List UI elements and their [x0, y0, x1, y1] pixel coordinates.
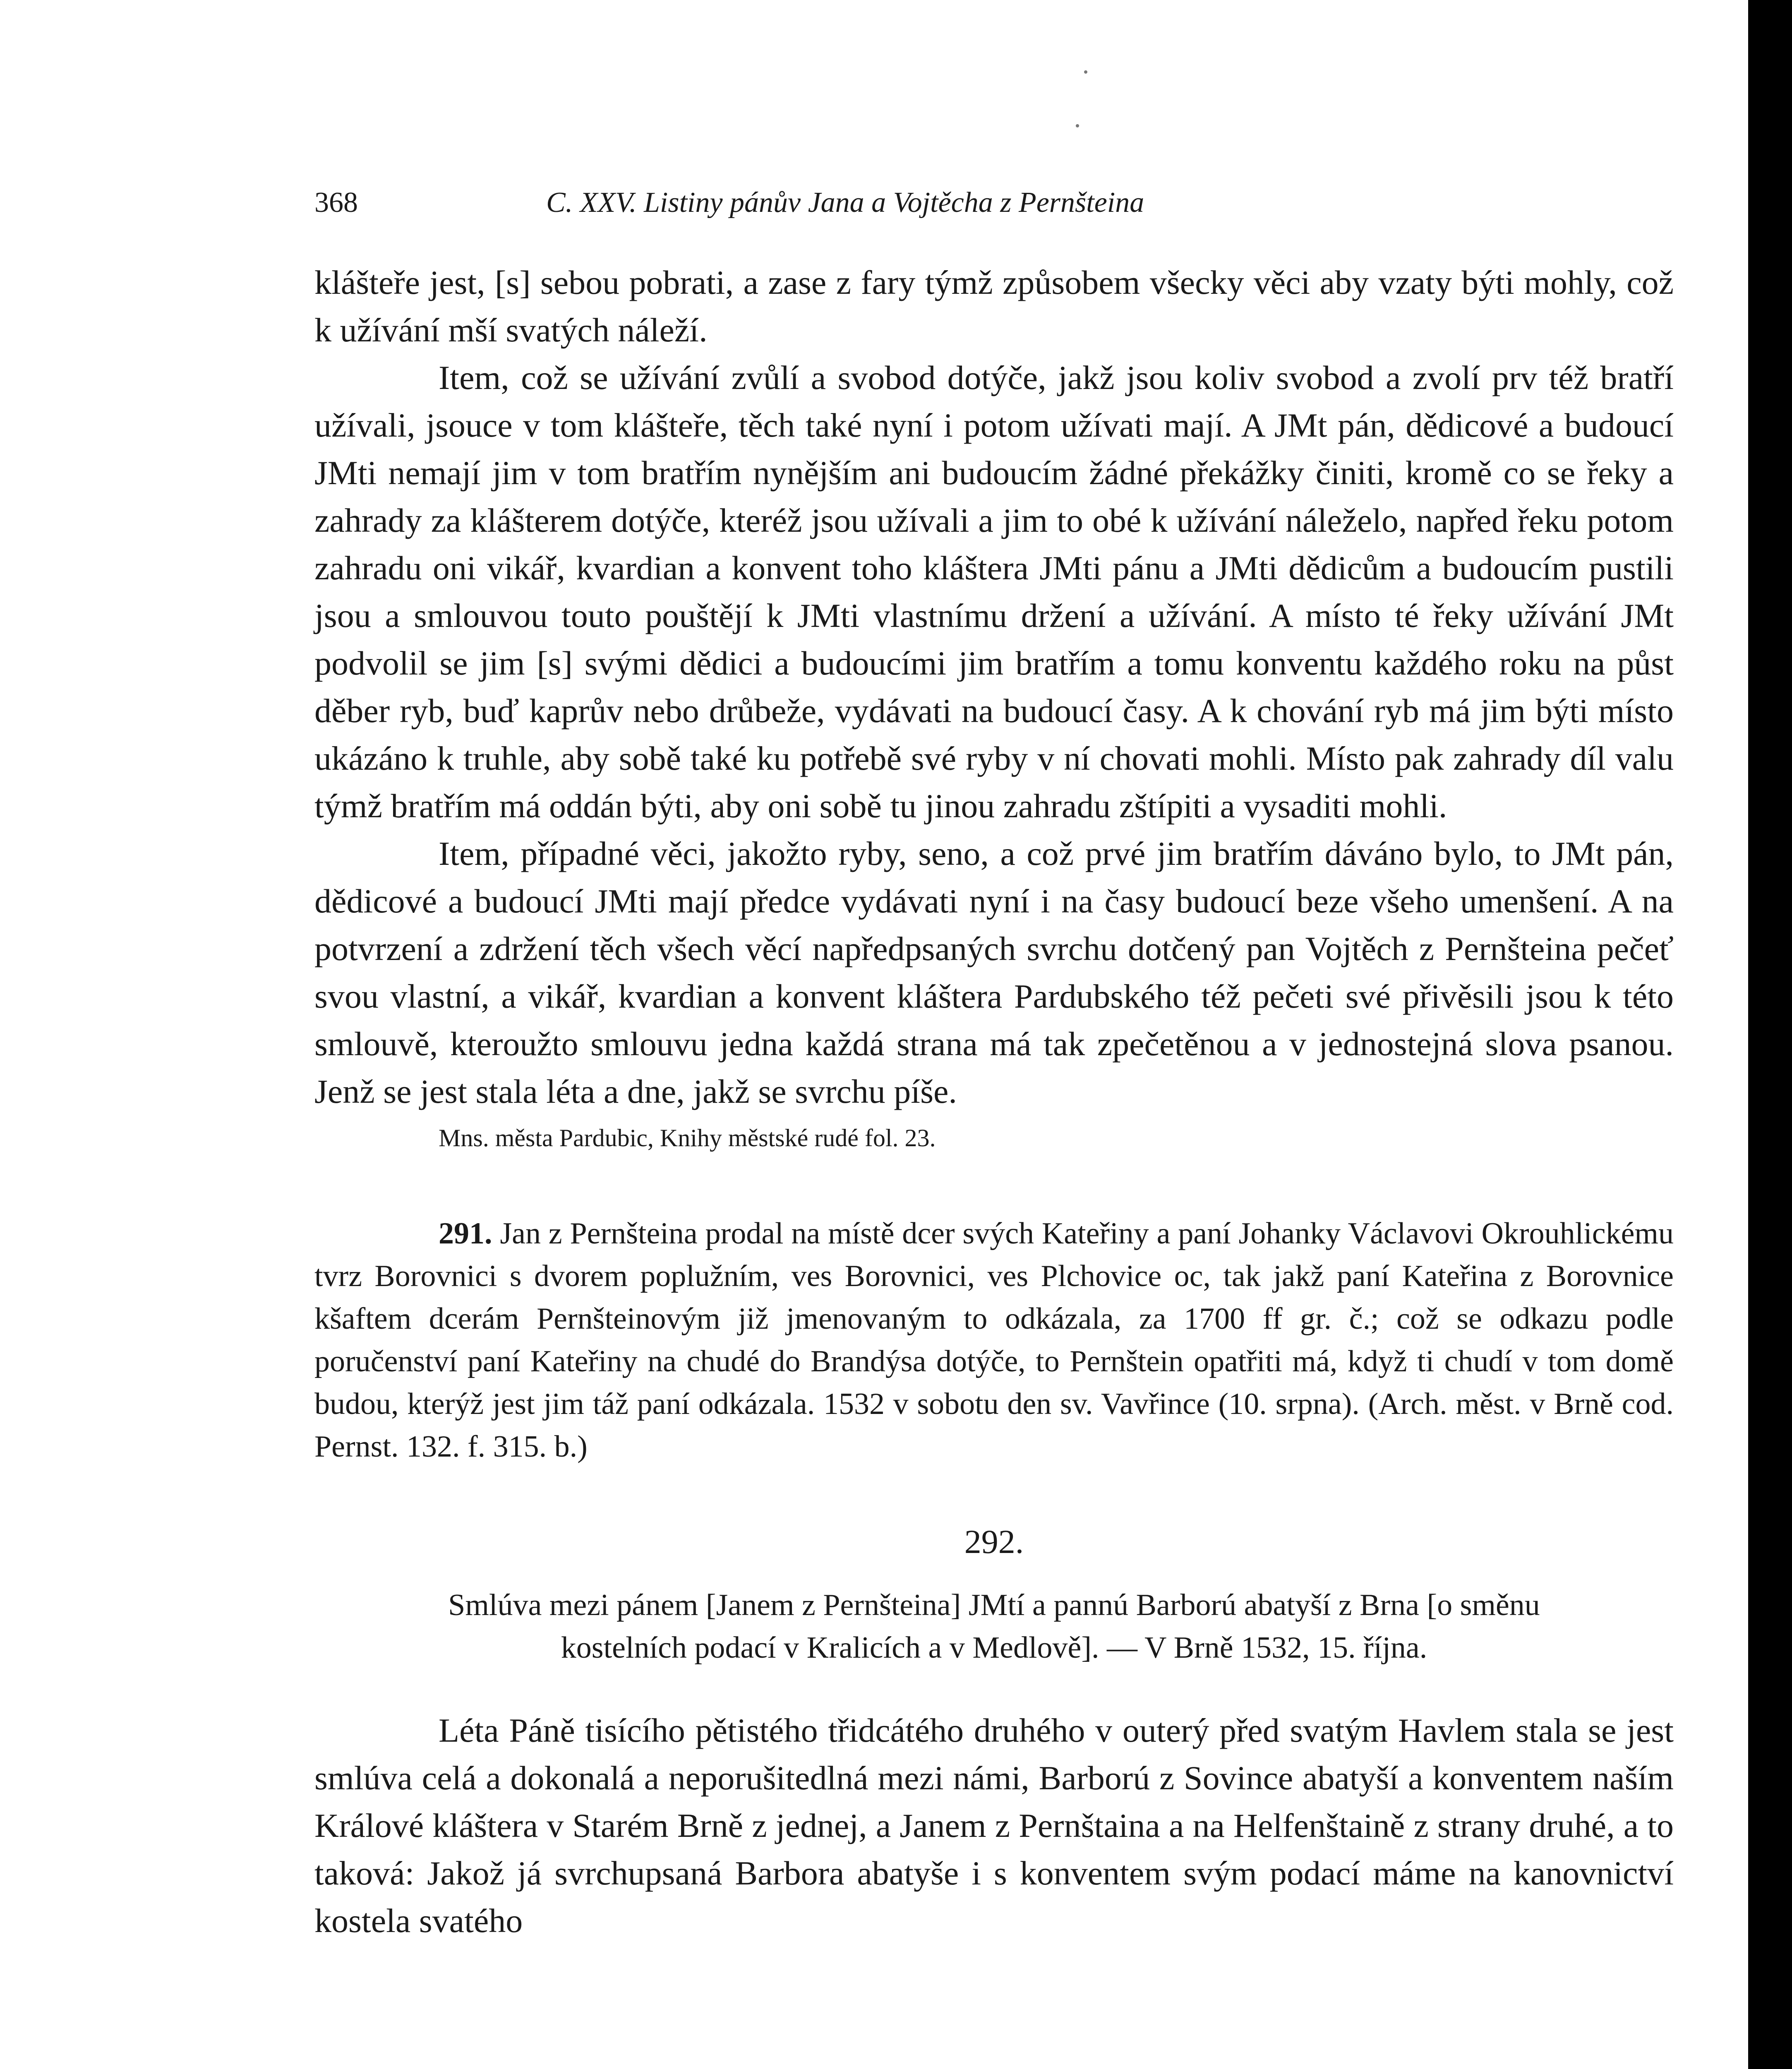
- document-body: [314, 259, 1674, 1944]
- paragraph-item-provisions: Item, případné věci, jakožto ryby, seno, a což prvé jim bratřím dáváno bylo, to JMt pán, dědicové a budoucí JMti mají předce vydávati nyní i na časy budoucí beze všeho umenšení. A na potvrzení a zdržení těch všech věcí napředpsaných svrchu dotčený pan Vojtěch z Pernšteina pečeť svou vlastní, a vikář, kvardian a konvent kláštera Pardubského též pečeti své přivěsili jsou k této smlouvě, kteroužto smlouvu jedna každá strana má tak zpečetěnou a v jednostejná slova psanou. Jenž se jest stala léta a dne, jakž se svrchu píše.: [314, 835, 1674, 1110]
- document-number: 292.: [964, 1523, 1024, 1560]
- paragraph-continuation: klášteře jest, [s] sebou pobrati, a zase z fary týmž způsobem všecky věci aby vzaty býti mohly, což k užívání mší svatých náleží.: [314, 264, 1674, 349]
- running-title: C. XXV. Listiny pánův Jana a Vojtěcha z Pernšteina: [546, 187, 1144, 218]
- scan-speck: [1084, 70, 1087, 74]
- source-note: Mns. města Pardubic, Knihy městské rudé fol. 23.: [439, 1124, 936, 1152]
- entry-291: [314, 1212, 1674, 1468]
- paragraph-item-freedoms: Item, což se užívání zvůlí a svobod dotýče, jakž jsou koliv svobod a zvolí prv též bratří užívali, jsouce v tom klášteře, těch také nyní i potom užívati mají. A JMt pán, dědicové a budoucí JMti nemají jim v tom bratřím nynějším ani budoucím žádné překážky činiti, kromě co se řeky a zahrady za klášterem dotýče, kteréž jsou užívali a jim to obé k užívání náleželo, napřed řeku potom zahradu oni vikář, kvardian a konvent toho kláštera JMti pánu a JMti dědicům a budoucím pustili jsou a smlouvou touto pouštějí k JMti vlastnímu držení a užívání. A místo té řeky užívání JMt podvolil se jim [s] svými dědici a budoucími jim bratřím a tomu konventu každého roku na půst děber ryb, buď kaprův nebo drůbeže, vydávati na budoucí časy. A k chování ryb má jim býti místo ukázáno k truhle, aby sobě také ku potřebě své ryby v ní chovati mohli. Místo pak zahrady díl valu týmž bratřím má oddán býti, aby oni sobě tu jinou zahradu zštípiti a vysaditi mohli.: [314, 359, 1674, 825]
- entry-number: 291.: [439, 1217, 492, 1251]
- running-header: [314, 186, 1674, 232]
- document-text: Léta Páně tisícího pětistého třidcátého druhého v outerý před svatým Havlem stala se jest smlúva celá a dokonalá a neporušitedlná mezi námi, Barború z Sovince abatyší a konventem naším Králové kláštera v Starém Brně z jednej, a Janem z Pernštaina a na Helfenštaině z strany druhé, a to taková: Jakož já svrchupsaná Barbora abatyše i s konventem svým podací máme na kanovnictví kostela svatého: [314, 1711, 1674, 1939]
- summary-line: kostelních podací v Kralicích a v Medlově]. — V Brně 1532, 15. října.: [561, 1631, 1427, 1665]
- page-number: 368: [314, 187, 358, 218]
- scan-speck: [1076, 124, 1079, 127]
- summary-line: Smlúva mezi pánem [Janem z Pernšteina] JMtí a pannú Barború abatyší z Brna [o směnu: [448, 1588, 1540, 1622]
- document-summary: [314, 1584, 1674, 1669]
- entry-text: Jan z Pernšteina prodal na místě dcer svých Kateřiny a paní Johanky Václavovi Okrouhlickému tvrz Borovnici s dvorem poplužním, ves Borovnici, ves Plchovice oc, tak jakž paní Kateřina z Borovnice kšaftem dcerám Pernšteinovým již jmenovaným to odkázala, za 1700 ff gr. č.; což se odkazu podle poručenství paní Kateřiny na chudé do Brandýsa dotýče, to Pernštein opatřiti má, když ti chudí v tom domě budou, kterýž jest jim táž paní odkázala. 1532 v sobotu den sv. Vavřince (10. srpna). (Arch. měst. v Brně cod. Pernst. 132. f. 315. b.): [314, 1217, 1674, 1464]
